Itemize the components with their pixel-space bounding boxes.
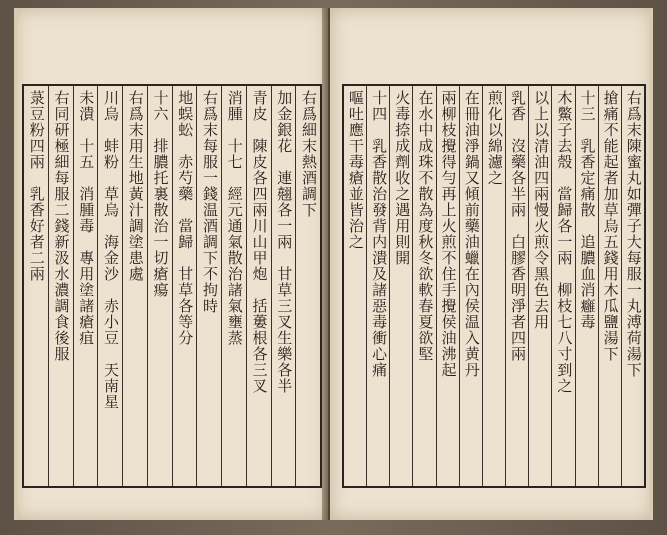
column-text: 右爲末每服一錢温酒調下不拘時 (201, 90, 219, 314)
column-text: 在冊油淨鍋又傾前藥油蠟在內侯温入黄丹 (462, 90, 481, 378)
right-page (330, 8, 653, 520)
column-text: 加金銀花 連翹各一兩 甘草三叉生樂各半 (275, 90, 294, 394)
column-text: 右爲末用生地黃汁調塗患處 (126, 90, 145, 282)
text-column (295, 86, 320, 486)
column-text: 木鱉子去殼 當歸各一兩 柳枝七八寸到之 (555, 90, 574, 394)
column-text: 在水中成珠不散為度秋冬欲軟春夏欲堅 (416, 90, 435, 362)
column-text: 右同研極細每服二錢新汲水濃調食後服 (52, 90, 71, 362)
column-text: 以上以清油四兩慢火煎令黑色去用 (532, 90, 551, 330)
column-text: 十三 乳香定痛散 追膿血消癰毒 (578, 90, 597, 330)
text-column (24, 86, 48, 486)
left-page (14, 8, 328, 520)
text-column (598, 86, 621, 486)
column-text: 嘔吐應干毒瘡並皆治之 (346, 90, 365, 250)
column-text: 川烏 蚌粉 草烏 海金沙 赤小豆 天南星 (102, 90, 120, 410)
column-text: 未潰 十五 消腫毒 專用塗諸瘡疽 (77, 90, 96, 346)
text-column (621, 86, 644, 486)
right-text-frame (342, 84, 646, 488)
page-edge (650, 8, 653, 520)
text-column (147, 86, 172, 486)
column-text: 右爲細末熱酒調下 (300, 90, 318, 218)
left-text-frame (22, 84, 322, 488)
text-column (344, 86, 366, 486)
left-columns (24, 86, 320, 486)
text-column (412, 86, 435, 486)
text-column (73, 86, 98, 486)
text-column (97, 86, 122, 486)
text-column (122, 86, 147, 486)
column-text: 煎化以綿濾之 (485, 90, 504, 186)
text-column (575, 86, 598, 486)
text-column (48, 86, 73, 486)
text-column (196, 86, 221, 486)
column-text: 乳香 沒藥各半兩 白膠香明淨者四兩 (509, 90, 528, 362)
page-edge (14, 8, 17, 520)
text-column (366, 86, 389, 486)
column-text: 消腫 十七 經元通氣散治諸氣壅蒸 (225, 90, 244, 346)
column-text: 地蜈蚣 赤芍藥 當歸 甘草各等分 (176, 90, 195, 346)
column-text: 右爲末陳蜜丸如彈子大每服一丸溥荷湯下 (624, 90, 643, 378)
column-text: 兩柳枝攪得勻再上火煎不住手攪侯油沸起 (439, 90, 458, 378)
text-column (528, 86, 551, 486)
text-column (436, 86, 459, 486)
text-column (246, 86, 271, 486)
text-column (551, 86, 574, 486)
column-text: 菉豆粉四兩 乳香好者二兩 (27, 90, 46, 282)
text-column (172, 86, 197, 486)
right-columns (344, 86, 644, 486)
text-column (221, 86, 246, 486)
text-column (389, 86, 412, 486)
column-text: 十六 排膿托裏散治一切瘡瘍 (151, 90, 170, 298)
column-text: 搶痛不能起者加草烏五錢用木瓜鹽湯下 (601, 90, 620, 362)
text-column (459, 86, 482, 486)
column-text: 青皮 陳皮各四兩川山甲炮 括蔞根各三叉 (250, 90, 269, 394)
text-column (271, 86, 296, 486)
column-text: 火毒捺成劑收之遇用則開 (393, 90, 412, 266)
text-column (505, 86, 528, 486)
column-text: 十四 乳香散治發背内潰及諸惡毒衝心痛 (370, 90, 389, 378)
text-column (482, 86, 505, 486)
